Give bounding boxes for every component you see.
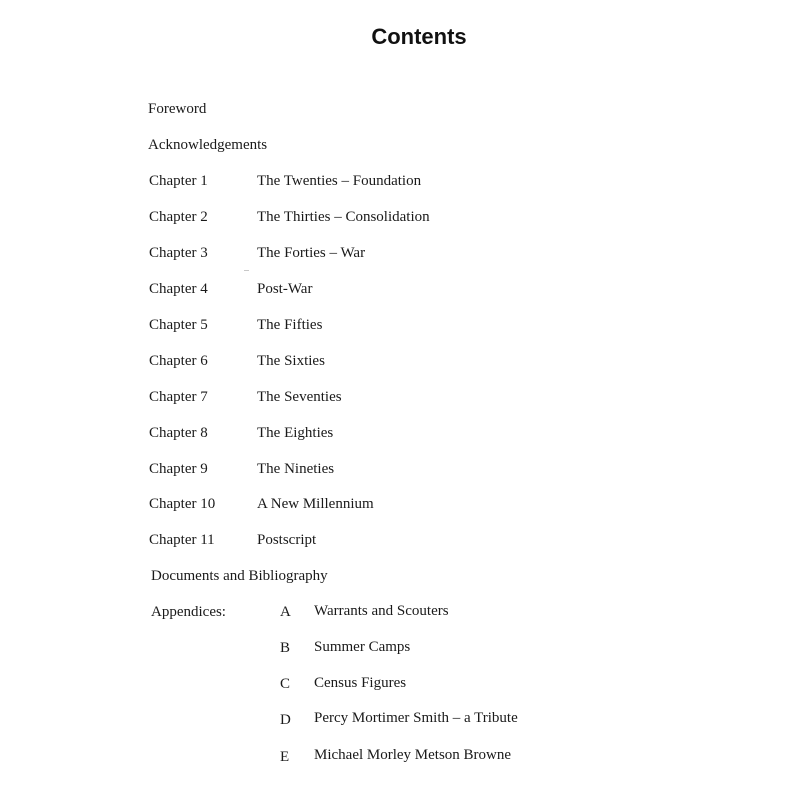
scan-speck [244,270,249,271]
page-title: Contents [371,24,467,49]
chapter-title: The Twenties – Foundation [257,173,422,189]
chapter-label: Chapter 10 [149,496,216,512]
chapter-title: The Forties – War [257,245,366,261]
toc-entry-foreword: Foreword [148,101,207,117]
appendix-letter: B [280,640,291,656]
toc-entry-acknowledgements: Acknowledgements [148,137,268,153]
appendix-title: Census Figures [314,675,407,691]
chapter-label: Chapter 7 [149,389,208,405]
toc-entry-documents: Documents and Bibliography [151,568,328,584]
appendix-letter: C [280,676,291,692]
appendix-title: Percy Mortimer Smith – a Tribute [314,710,518,726]
chapter-title: Post-War [257,281,313,297]
chapter-label: Chapter 5 [149,317,208,333]
appendix-letter: A [280,604,291,620]
chapter-title: The Sixties [257,353,325,369]
chapter-label: Chapter 2 [149,209,208,225]
chapter-title: The Nineties [257,461,335,477]
chapter-label: Chapter 8 [149,425,208,441]
chapter-label: Chapter 11 [149,532,215,548]
appendix-title: Michael Morley Metson Browne [314,747,512,763]
chapter-title: A New Millennium [257,496,374,512]
appendices-label: Appendices: [151,604,226,620]
chapter-label: Chapter 3 [149,245,208,261]
chapter-label: Chapter 1 [149,173,208,189]
chapter-title: The Fifties [257,317,323,333]
appendix-letter: D [280,712,291,728]
chapter-title: Postscript [257,532,317,548]
appendix-letter: E [280,749,290,765]
appendix-title: Summer Camps [314,639,411,655]
chapter-label: Chapter 4 [149,281,208,297]
chapter-title: The Eighties [257,425,334,441]
chapter-title: The Thirties – Consolidation [257,209,430,225]
chapter-title: The Seventies [257,389,342,405]
chapter-label: Chapter 9 [149,461,208,477]
appendix-title: Warrants and Scouters [314,603,449,619]
chapter-label: Chapter 6 [149,353,208,369]
